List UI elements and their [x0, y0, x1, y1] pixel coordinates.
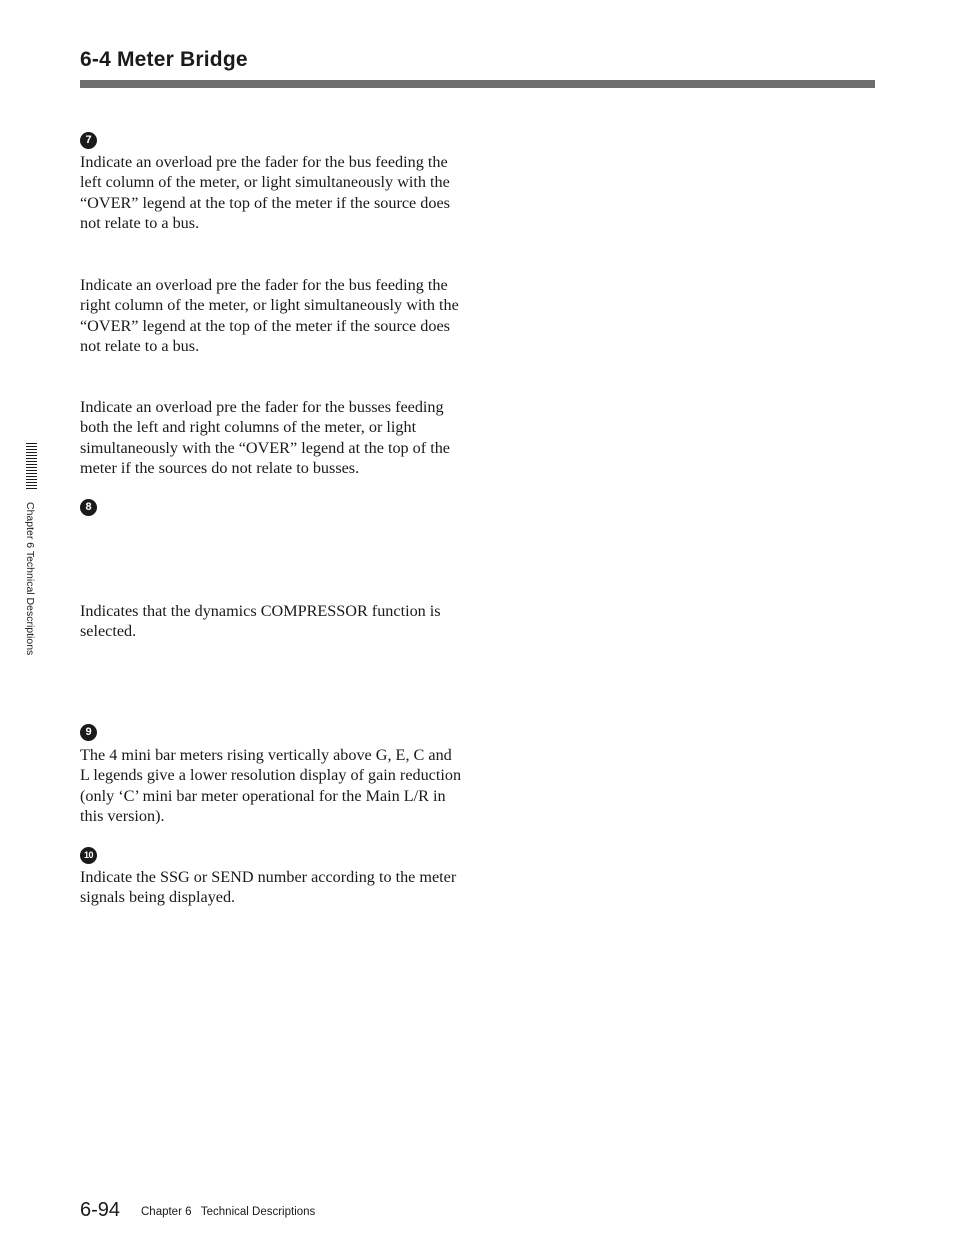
item-marker-8: 8	[80, 499, 97, 516]
item-marker-9: 9	[80, 724, 97, 741]
item-8-paragraph-1: Indicates that the dynamics COMPRESSOR function is selected.	[80, 602, 441, 641]
item-10-paragraph-1: Indicate the SSG or SEND number according to the meter signals being displayed.	[80, 868, 457, 907]
item-7-paragraph-3: Indicate an overload pre the fader for the busses feeding both the left and right columns of the meter, or light simultaneously with the “OVER” legend at the top of the meter if the sources do not relate to busses.	[80, 398, 450, 478]
page-number: 6-94	[80, 1199, 121, 1221]
item-marker-10: 10	[80, 847, 97, 864]
chapter-tab-marker	[26, 443, 37, 489]
footer-chapter-label: Chapter 6 Technical Descriptions	[141, 1206, 316, 1218]
section-title: 6-4 Meter Bridge	[80, 48, 248, 71]
title-rule	[80, 80, 875, 88]
side-chapter-label: Chapter 6 Technical Descriptions	[24, 502, 36, 656]
item-9-paragraph-1: The 4 mini bar meters rising vertically above G, E, C and L legends give a lower resolution display of gain reduction (only ‘C’ mini bar meter operational for the Main L/R in this version).	[80, 746, 462, 826]
item-7-paragraph-1: Indicate an overload pre the fader for the bus feeding the left column of the meter, or light simultaneously with the “OVER” legend at the top of the meter if the source does not relate to a bus.	[80, 153, 450, 233]
item-marker-7: 7	[80, 132, 97, 149]
item-7-paragraph-2: Indicate an overload pre the fader for the bus feeding the right column of the meter, or light simultaneously with the “OVER” legend at the top of the meter if the source does not relate to a bus.	[80, 276, 459, 356]
